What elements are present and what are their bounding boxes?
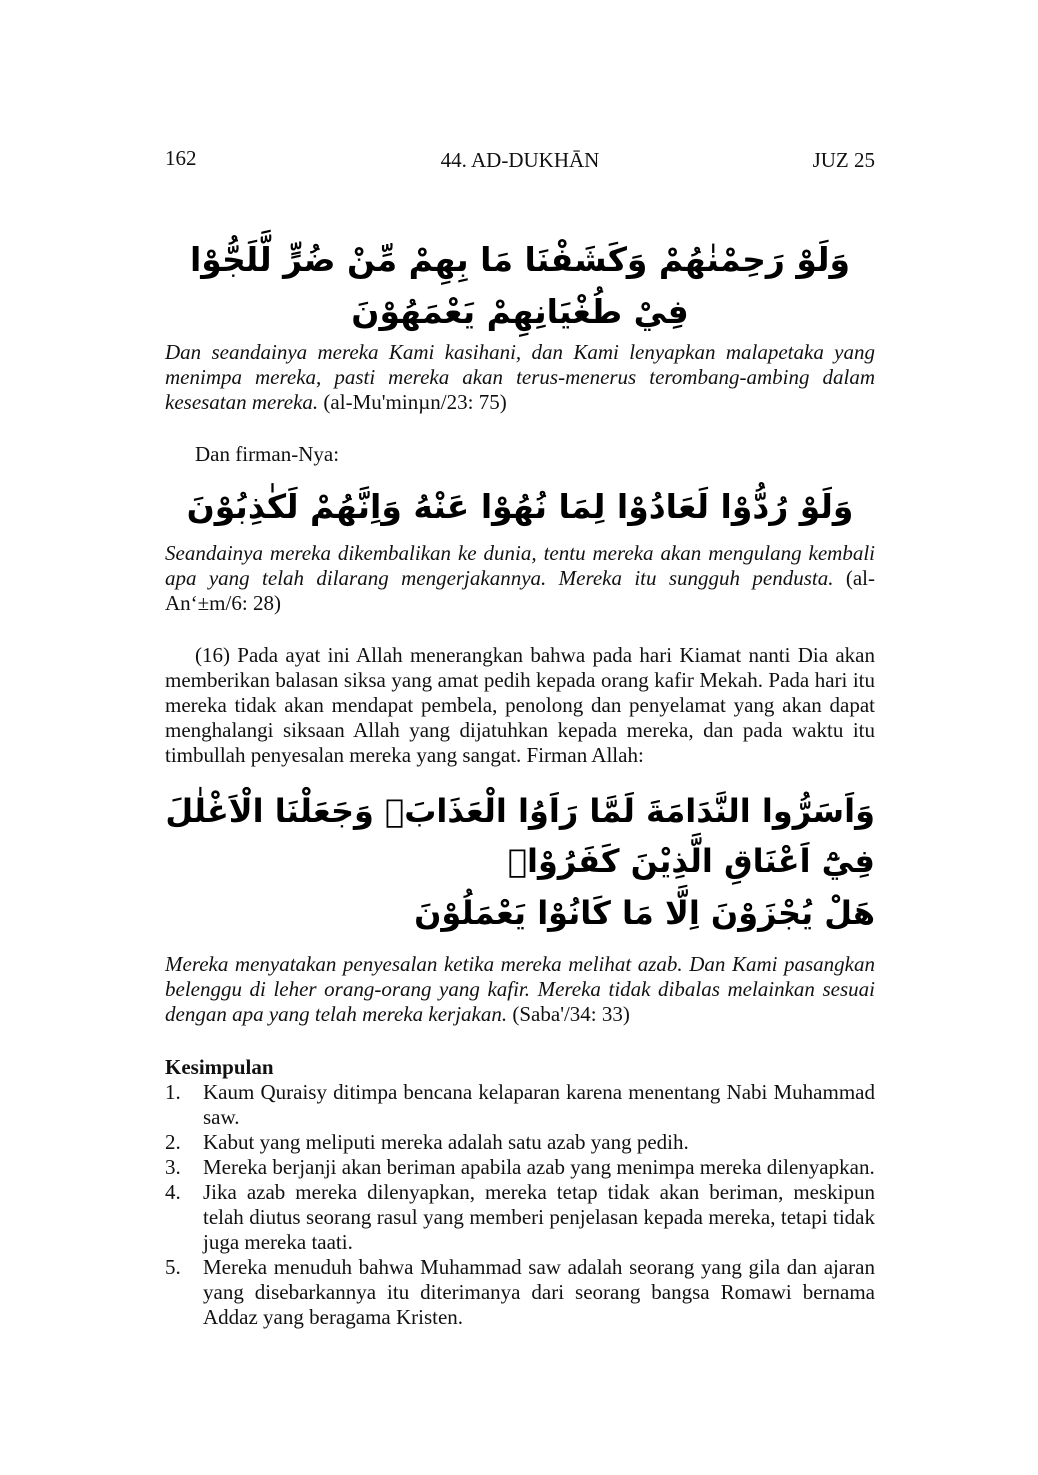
page-header <box>165 140 875 172</box>
verse2-intro: Dan firman-Nya: <box>195 442 340 466</box>
list-item-number: 1. <box>165 1080 181 1104</box>
verse1-translation-block <box>165 340 875 415</box>
juz-label: JUZ 25 <box>812 148 875 172</box>
verse3-arabic-line1: وَاَسَرُّوا النَّدَامَةَ لَمَّا رَاَوُا الْعَذَابَۗ وَجَعَلْنَا الْاَغْلٰلَ فِيْٓ اَعْنَاقِ الَّذِيْنَ كَفَرُوْاۗ <box>165 792 875 880</box>
verse2-reference: (al-An‘±m/6: 28) <box>165 566 875 615</box>
list-item <box>165 1080 875 1130</box>
list-item <box>165 1180 875 1255</box>
verse1-translation: Dan seandainya mereka Kami kasihani, dan Kami lenyapkan malapetaka yang menimpa mereka, pasti mereka akan terus-menerus terombang-ambing dalam kesesatan mereka. <box>165 340 875 414</box>
page-number: 162 <box>165 146 197 170</box>
verse1-arabic: وَلَوْ رَحِمْنٰهُمْ وَكَشَفْنَا مَا بِهِمْ مِّنْ ضُرٍّ لَّلَجُّوْا فِيْ طُغْيَانِهِمْ يَعْمَهُوْنَ <box>189 240 851 331</box>
conclusion-heading: Kesimpulan <box>165 1055 274 1079</box>
list-item-text: Mereka berjanji akan beriman apabila azab yang menimpa mereka dilenyapkan. <box>203 1155 875 1179</box>
list-item-text: Mereka menuduh bahwa Muhammad saw adalah seorang yang gila dan ajaran yang disebarkannya itu diterimanya dari seorang bangsa Romawi bernama Addaz yang beragama Kristen. <box>203 1255 875 1329</box>
verse2-arabic: وَلَوْ رُدُّوْا لَعَادُوْا لِمَا نُهُوْا عَنْهُ وَاِنَّهُمْ لَكٰذِبُوْنَ <box>186 487 854 526</box>
list-item <box>165 1130 875 1155</box>
list-item-number: 5. <box>165 1255 181 1279</box>
list-item-text: Kabut yang meliputi mereka adalah satu azab yang pedih. <box>203 1130 689 1154</box>
conclusion-list <box>165 1080 875 1330</box>
list-item-text: Jika azab mereka dilenyapkan, mereka tetap tidak akan beriman, meskipun telah diutus seorang rasul yang memberi penjelasan kepada mereka, tetapi tidak juga mereka taati. <box>203 1180 875 1254</box>
verse3-arabic-line2: هَلْ يُجْزَوْنَ اِلَّا مَا كَانُوْا يَعْمَلُوْنَ <box>414 894 875 932</box>
list-item <box>165 1155 875 1180</box>
verse1-reference: (al-Mu'minµn/23: 75) <box>318 390 507 414</box>
list-item-text: Kaum Quraisy ditimpa bencana kelaparan karena menentang Nabi Muhammad saw. <box>203 1080 875 1129</box>
list-item-number: 4. <box>165 1180 181 1204</box>
list-item-number: 2. <box>165 1130 181 1154</box>
list-item <box>165 1255 875 1330</box>
surah-title: 44. AD-DUKHĀN <box>440 148 600 172</box>
verse3-reference: (Saba'/34: 33) <box>507 1002 630 1026</box>
verse3-translation-block <box>165 952 875 1027</box>
verse2-translation-block <box>165 541 875 616</box>
verse2-translation: Seandainya mereka dikembalikan ke dunia, tentu mereka akan mengulang kembali apa yang telah dilarang mengerjakannya. Mereka itu sungguh pendusta. <box>165 541 875 590</box>
verse3-translation: Mereka menyatakan penyesalan ketika mereka melihat azab. Dan Kami pasangkan belenggu di leher orang-orang yang kafir. Mereka tidak dibalas melainkan sesuai dengan apa yang telah mereka kerjakan. <box>165 952 875 1026</box>
explanation-paragraph: (16) Pada ayat ini Allah menerangkan bahwa pada hari Kiamat nanti Dia akan memberikan balasan siksa yang amat pedih kepada orang kafir Mekah. Pada hari itu mereka tidak akan mendapat pembela, penolong dan penyelamat yang akan dapat menghalangi siksaan Allah yang dijatuhkan kepada mereka, dan pada waktu itu timbullah penyesalan mereka yang sangat. Firman Allah: <box>165 643 875 767</box>
page <box>165 140 875 1330</box>
list-item-number: 3. <box>165 1155 181 1179</box>
